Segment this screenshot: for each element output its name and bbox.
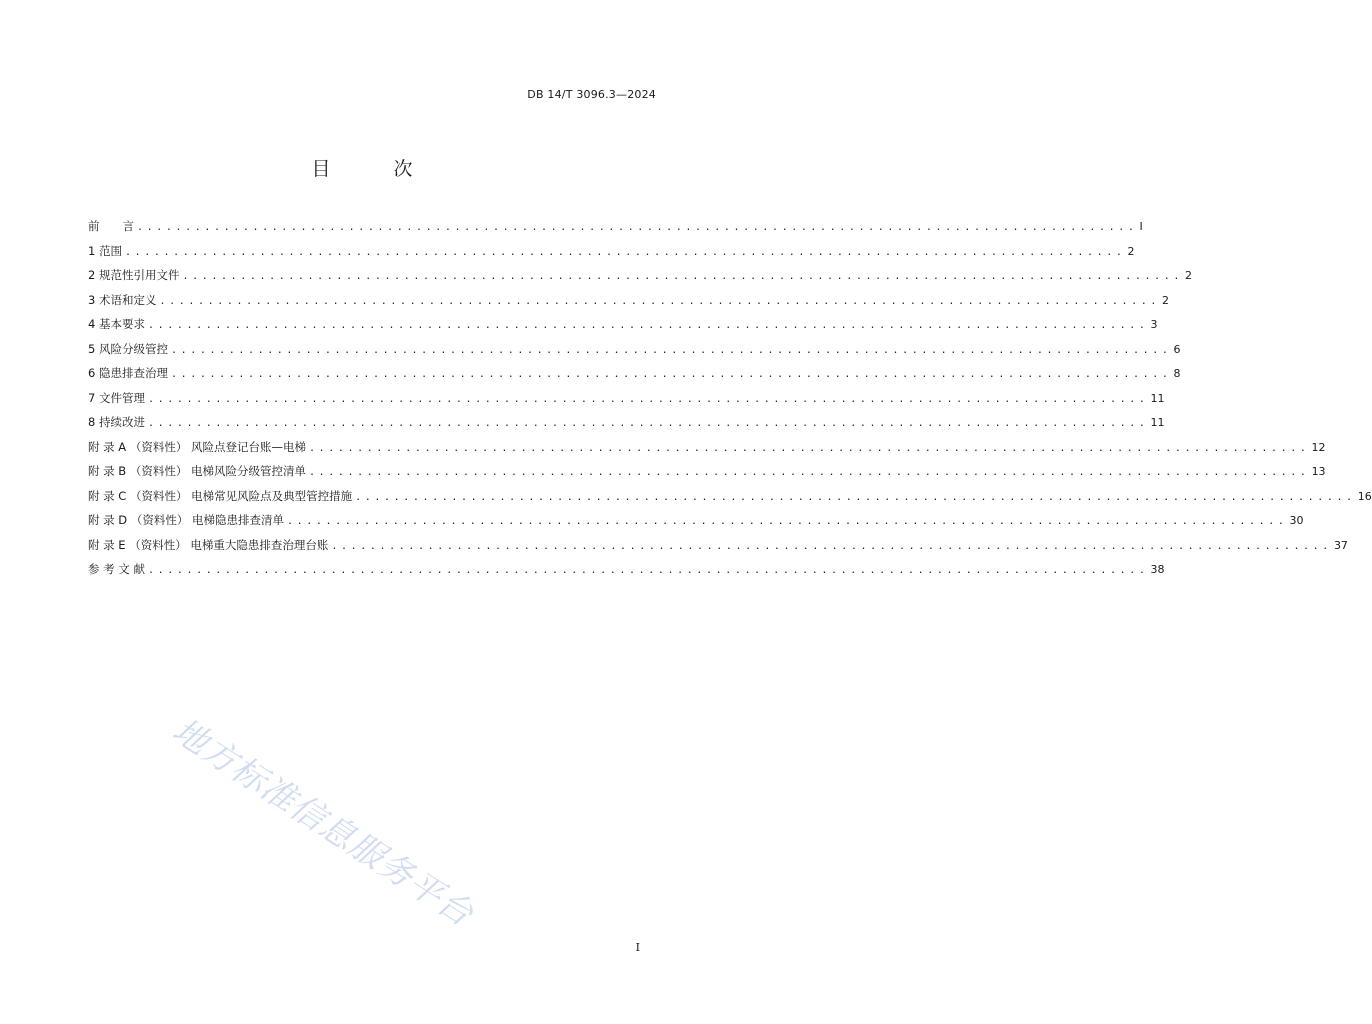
toc-entry-document-management[interactable]: [88, 390, 1165, 415]
toc-entry-label: 6 隐患排查治理: [88, 366, 168, 380]
toc-leader-dots: ........................................................................................................: [124, 246, 1126, 258]
toc-entry-page: 38: [1150, 563, 1165, 576]
toc-entry-label: 3 术语和定义: [88, 292, 157, 307]
toc-entry-label: 1 范围: [88, 243, 122, 258]
toc-entry-label: 7 文件管理: [88, 390, 145, 405]
toc-entry-label: 附 录 D （资料性） 电梯隐患排查清单: [88, 513, 284, 527]
toc-leader-dots: ........................................................................................................: [159, 295, 1161, 307]
toc-entry-hazard-governance[interactable]: [88, 365, 1181, 390]
toc-entry-scope[interactable]: [88, 243, 1135, 268]
watermark-text: 地方标准信息服务平台: [165, 710, 481, 935]
toc-leader-dots: ........................................................................................................: [355, 491, 1356, 503]
toc-entry-label: 4 基本要求: [88, 317, 145, 331]
document-code: DB 14/T 3096.3—2024: [527, 88, 656, 101]
toc-leader-dots: ........................................................................................................: [331, 540, 1332, 552]
toc-leader-dots: ........................................................................................................: [147, 393, 1149, 405]
toc-entry-page: 6: [1173, 342, 1181, 356]
toc-entry-page: 2: [1185, 269, 1193, 282]
page-number: I: [635, 941, 640, 954]
toc-entry-label: 附 录 A （资料性） 风险点登记台账—电梯: [88, 439, 306, 454]
toc-entry-foreword[interactable]: [88, 218, 1143, 243]
toc-entry-page: I: [1139, 220, 1143, 233]
toc-leader-dots: ........................................................................................................: [147, 320, 1149, 331]
toc-entry-label: 参 考 文 献: [88, 562, 145, 576]
toc-leader-dots: ........................................................................................................: [182, 271, 1184, 282]
toc-entry-risk-control[interactable]: [88, 341, 1181, 366]
toc-entry-label: 2 规范性引用文件: [88, 268, 180, 282]
toc-leader-dots: ........................................................................................................: [147, 418, 1149, 429]
toc-entry-appendix-b[interactable]: [88, 463, 1326, 488]
toc-leader-dots: ........................................................................................................: [286, 516, 1288, 527]
toc-entry-page: 13: [1311, 465, 1326, 478]
toc-leader-dots: ........................................................................................................: [147, 565, 1149, 576]
toc-entry-label: 前 言: [88, 219, 134, 233]
toc-entry-label: 8 持续改进: [88, 415, 145, 429]
toc-entry-page: 30: [1289, 514, 1304, 527]
toc-entry-label: 附 录 E （资料性） 电梯重大隐患排查治理台账: [88, 537, 329, 552]
toc-entry-appendix-a[interactable]: [88, 439, 1326, 464]
toc-entry-label: 附 录 B （资料性） 电梯风险分级管控清单: [88, 464, 307, 478]
toc-entry-page: 37: [1333, 538, 1348, 552]
page-title: 目 次: [311, 158, 435, 180]
table-of-contents: [88, 218, 1372, 586]
toc-entry-appendix-e[interactable]: [88, 537, 1348, 562]
toc-entry-page: 2: [1127, 244, 1135, 258]
toc-entry-page: 11: [1150, 391, 1165, 405]
toc-entry-page: 11: [1150, 416, 1165, 429]
toc-entry-page: 16: [1357, 489, 1372, 503]
toc-leader-dots: ........................................................................................................: [137, 222, 1138, 233]
toc-entry-terms-definitions[interactable]: [88, 292, 1170, 317]
toc-entry-continuous-improvement[interactable]: [88, 414, 1165, 439]
toc-entry-appendix-d[interactable]: [88, 512, 1304, 537]
toc-leader-dots: ........................................................................................................: [309, 467, 1310, 478]
toc-leader-dots: ........................................................................................................: [170, 344, 1172, 356]
toc-entry-page: 2: [1162, 293, 1170, 307]
toc-entry-bibliography[interactable]: [88, 561, 1165, 586]
toc-entry-page: 8: [1173, 367, 1181, 380]
toc-leader-dots: ........................................................................................................: [309, 442, 1310, 454]
toc-entry-normative-references[interactable]: [88, 267, 1193, 292]
toc-entry-label: 5 风险分级管控: [88, 341, 168, 356]
toc-entry-page: 12: [1311, 440, 1326, 454]
toc-entry-basic-requirements[interactable]: [88, 316, 1158, 341]
toc-leader-dots: ........................................................................................................: [170, 369, 1172, 380]
toc-entry-page: 3: [1150, 318, 1158, 331]
toc-entry-label: 附 录 C （资料性） 电梯常见风险点及典型管控措施: [88, 488, 353, 503]
toc-entry-appendix-c[interactable]: [88, 488, 1372, 513]
